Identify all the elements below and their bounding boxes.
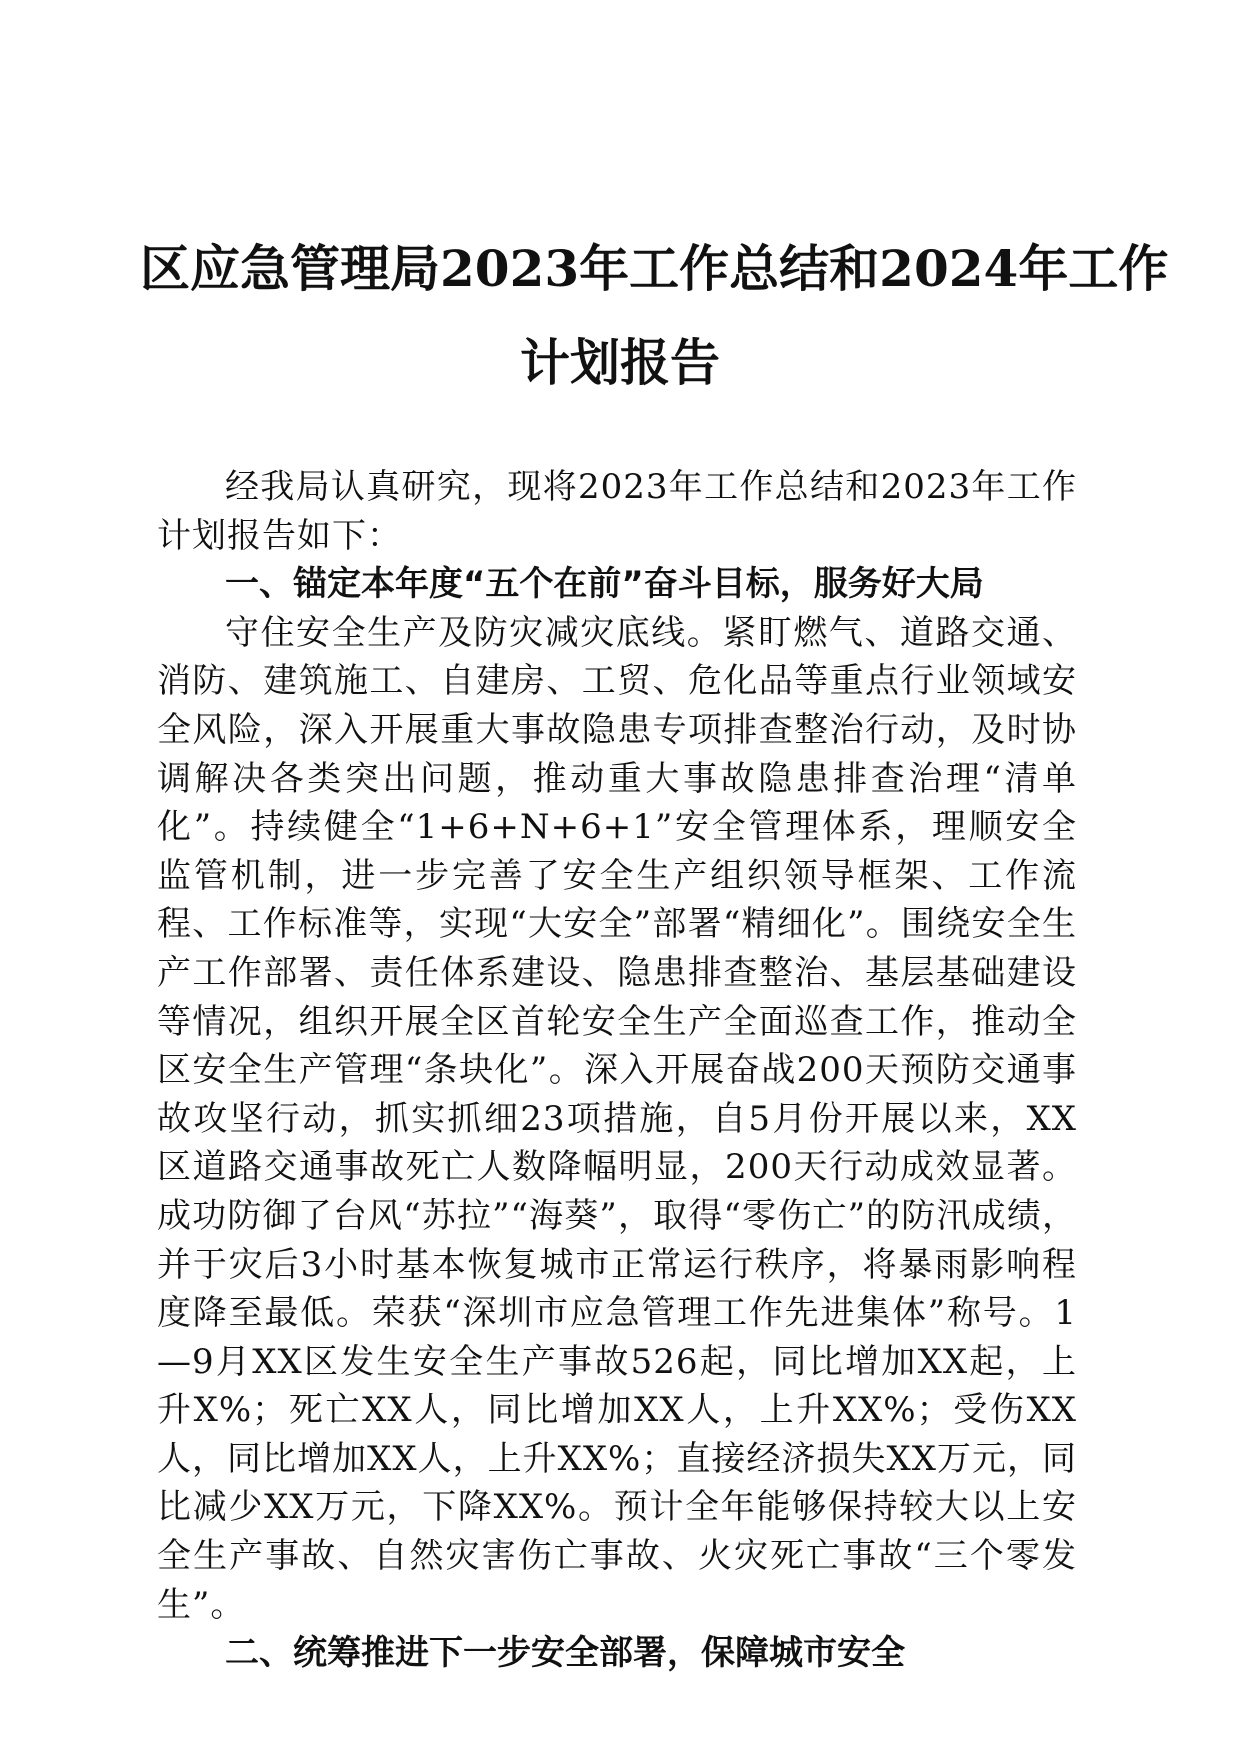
document-title bbox=[140, 222, 1169, 410]
section-2-heading: 二、统筹推进下一步安全部署，保障城市安全 bbox=[225, 1633, 905, 1674]
section-1-paragraph: 守住安全生产及防灾减灾底线。紧盯燃气、道路交通、消防、建筑施工、自建房、工贸、危化品等重点行业领域安全风险，深入开展重大事故隐患专项排查整治行动，及时协调解决各类突出问题，推动重大事故隐患排查治理“清单化”。持续健全“1+6+N+6+1”安全管理体系，理顺安全监管机制，进一步完善了安全生产组织领导框架、工作流程、工作标准等，实现“大安全”部署“精细化”。围绕安全生产工作部署、责任体系建设、隐患排查整治、基层基础建设等情况，组织开展全区首轮安全生产全面巡查工作，推动全区安全生产管理“条块化”。深入开展奋战200天预防交通事故攻坚行动，抓实抓细23项措施，自5月份开展以来，XX区道路交通事故死亡人数降幅明显，200天行动成效显著。成功防御了台风“苏拉”“海葵”，取得“零伤亡”的防汛成绩，并于灾后3小时基本恢复城市正常运行秩序，将暴雨影响程度降至最低。荣获“深圳市应急管理工作先进集体”称号。1—9月XX区发生安全生产事故526起，同比增加XX起，上升X%；死亡XX人，同比增加XX人，上升XX%；受伤XX人，同比增加XX人，上升XX%；直接经济损失XX万元，同比减少XX万元，下降XX%。预计全年能够保持较大以上安全生产事故、自然灾害伤亡事故、火灾死亡事故“三个零发生”。 bbox=[157, 612, 1077, 1625]
document-body bbox=[157, 463, 1077, 1678]
intro-paragraph: 经我局认真研究，现将2023年工作总结和2023年工作计划报告如下： bbox=[157, 467, 1077, 556]
title-line-2: 计划报告 bbox=[520, 333, 720, 392]
title-line-1: 区应急管理局2023年工作总结和2024年工作 bbox=[140, 239, 1169, 298]
section-1-heading: 一、锚定本年度“五个在前”奋斗目标，服务好大局 bbox=[225, 564, 984, 605]
